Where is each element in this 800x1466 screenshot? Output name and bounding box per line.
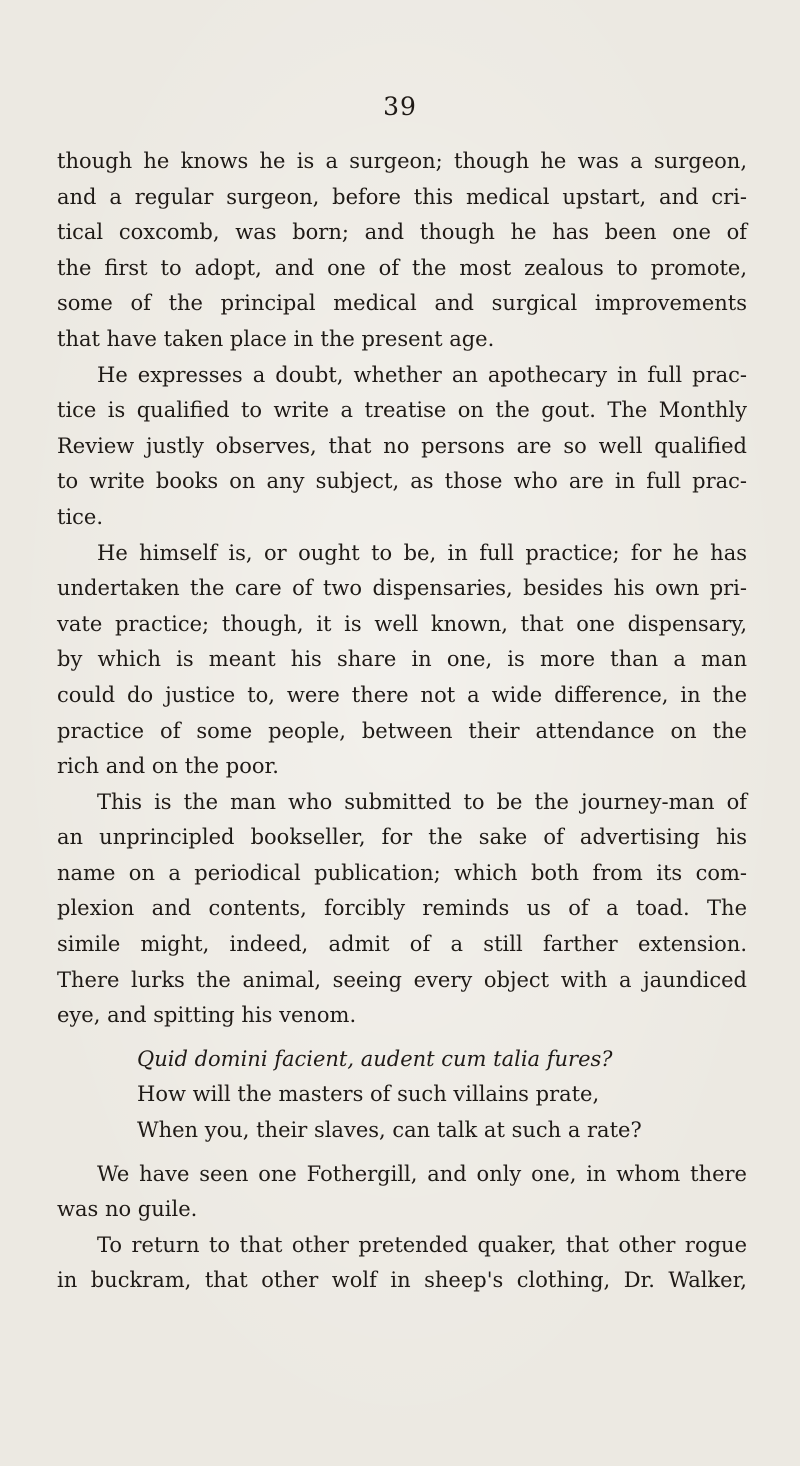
text-line: some of the principal medical and surgical improvements	[57, 291, 747, 316]
text-line: vate practice; though, it is well known, that one dispensary,	[57, 611, 747, 636]
text-line: tice is qualified to write a treatise on the gout. The Monthly	[57, 398, 747, 423]
paragraph-start-line: He himself is, or ought to be, in full practice; for he has	[97, 540, 747, 565]
text-line: that have taken place in the present age.	[57, 326, 495, 351]
text-line: in buckram, that other wolf in sheep's clothing, Dr. Walker,	[57, 1268, 747, 1293]
text-line: simile might, indeed, admit of a still farther extension.	[57, 932, 747, 957]
text-line: was no guile.	[57, 1197, 198, 1222]
text-line: an unprincipled bookseller, for the sake of advertising his	[57, 825, 747, 850]
text-line: name on a periodical publication; which both from its com-	[57, 860, 747, 885]
text-line: though he knows he is a surgeon; though he was a surgeon,	[57, 149, 747, 173]
text-line: plexion and contents, forcibly reminds us of a toad. The	[57, 896, 747, 921]
text-line: undertaken the care of two dispensaries, besides his own pri-	[57, 576, 747, 601]
text-line: tical coxcomb, was born; and though he has been one of	[57, 220, 747, 245]
latin-quotation: Quid domini facient, audent cum talia fures?	[137, 1046, 613, 1071]
text-line: to write books on any subject, as those who are in full prac-	[57, 469, 747, 494]
text-line: tice.	[57, 504, 104, 529]
text-line: practice of some people, between their attendance on the	[57, 718, 747, 743]
text-line: by which is meant his share in one, is more than a man	[57, 647, 747, 672]
paragraph-start-line: We have seen one Fothergill, and only one, in whom there	[97, 1161, 747, 1186]
text-line: and a regular surgeon, before this medical upstart, and cri-	[57, 184, 747, 209]
verse-line: How will the masters of such villains prate,	[137, 1082, 600, 1107]
text-line: eye, and spitting his venom.	[57, 1003, 357, 1028]
text-line: rich and on the poor.	[57, 754, 279, 779]
paragraph-start-line: This is the man who submitted to be the journey-man of	[97, 789, 747, 814]
text-line: could do justice to, were there not a wide difference, in the	[57, 682, 747, 707]
text-line: Review justly observes, that no persons are so well qualified	[57, 433, 747, 458]
paragraph-start-line: He expresses a doubt, whether an apothecary in full prac-	[97, 362, 747, 387]
paragraph-start-line: To return to that other pretended quaker, that other rogue	[97, 1232, 747, 1257]
verse-line: When you, their slaves, can talk at such a rate?	[137, 1118, 642, 1143]
text-line: the first to adopt, and one of the most zealous to promote,	[57, 255, 747, 280]
body-text	[57, 144, 747, 1299]
text-line: There lurks the animal, seeing every object with a jaundiced	[57, 967, 747, 992]
page-number: 39	[383, 92, 417, 121]
